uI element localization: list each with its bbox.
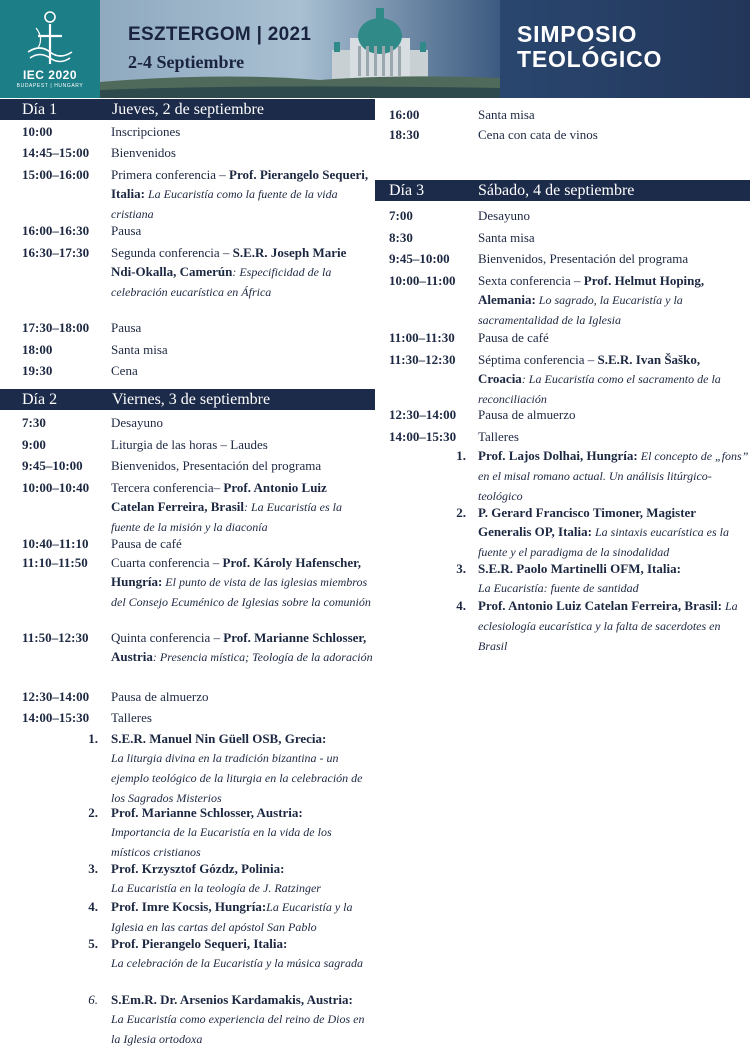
activity: Pausa de café <box>478 330 549 345</box>
speaker: Prof. Marianne Schlosser, Austria: <box>111 805 303 820</box>
time: 15:00–16:00 <box>22 167 90 182</box>
activity: Inscripciones <box>111 124 181 139</box>
activity-prefix: Quinta conferencia – <box>111 630 224 645</box>
activity-prefix: Cuarta conferencia – <box>111 555 223 570</box>
iec-logo <box>0 0 100 98</box>
workshop-content <box>111 897 373 937</box>
workshop-content <box>478 596 750 656</box>
activity: Bienvenidos, Presentación del programa <box>111 458 322 473</box>
workshop-topic: La eclesiología eucarística y la falta de sacerdotes en Brasil <box>478 599 738 653</box>
workshop-content <box>111 729 373 808</box>
activity: Santa misa <box>478 230 535 245</box>
lecture-topic: : La Eucaristía como el sacramento de la reconciliación <box>478 372 721 406</box>
day-header-3 <box>375 180 750 201</box>
time: 12:30–14:00 <box>389 407 457 422</box>
workshop-number: 6. <box>88 992 98 1007</box>
time: 10:00–11:00 <box>389 273 456 288</box>
workshop-topic: La Eucaristía en la teología de J. Ratzinger <box>111 881 321 895</box>
activity: Santa misa <box>111 342 168 357</box>
activity: Pausa <box>111 223 142 238</box>
header-banner <box>0 0 750 98</box>
speaker: Prof. Antonio Luiz Catelan Ferreira, Brasil <box>111 480 327 514</box>
activity-prefix: Segunda conferencia – <box>111 245 233 260</box>
workshop-content <box>111 934 373 973</box>
time: 10:40–11:10 <box>22 536 89 551</box>
speaker: S.E.R. Ivan Šaško, Croacia <box>478 352 701 386</box>
workshop-number: 4. <box>88 899 98 914</box>
workshop-topic: La sintaxis eucarística es la fuente y el paradigma de la sinodalidad <box>478 525 729 559</box>
workshop-content <box>478 559 750 598</box>
activity <box>111 478 373 537</box>
workshop-number: 4. <box>456 598 466 613</box>
activity-prefix: Tercera conferencia– <box>111 480 224 495</box>
activity <box>111 628 373 667</box>
speaker: Prof. Károly Hafenscher, Hungría: <box>111 555 361 589</box>
lecture-topic: : La Eucaristía es la fuente de la misión y la diaconía <box>111 500 342 534</box>
workshop-content <box>111 803 373 862</box>
workshop-topic: La celebración de la Eucaristía y la música sagrada <box>111 956 363 970</box>
activity: Desayuno <box>478 208 530 223</box>
time: 18:00 <box>22 342 53 357</box>
activity: Pausa de almuerzo <box>111 689 209 704</box>
speaker: Prof. Imre Kocsis, Hungría: <box>111 899 267 914</box>
workshop-number: 1. <box>88 731 98 746</box>
event-dates: 2-4 Septiembre <box>128 52 245 72</box>
day-header-2 <box>0 389 375 410</box>
logo-subtitle: BUDAPEST | HUNGARY <box>16 83 84 89</box>
speaker: S.E.R. Joseph Marie Ndi-Okalla, Camerún <box>111 245 347 279</box>
speaker: S.Em.R. Dr. Arsenios Kardamakis, Austria: <box>111 992 353 1007</box>
speaker: S.E.R. Manuel Nin Güell OSB, Grecia: <box>111 731 327 746</box>
activity: Pausa <box>111 320 142 335</box>
speaker: S.E.R. Paolo Martinelli OFM, Italia: <box>478 561 681 576</box>
activity: Talleres <box>478 429 519 444</box>
workshop-content <box>111 990 373 1049</box>
lecture-topic: Lo sagrado, la Eucaristía y la sacramentalidad de la Iglesia <box>478 293 683 327</box>
time: 8:30 <box>389 230 413 245</box>
speaker: Prof. Marianne Schlosser, Austria <box>111 630 367 664</box>
speaker: Prof. Krzysztof Gózdz, Polinia: <box>111 861 285 876</box>
workshop-number: 3. <box>88 861 98 876</box>
time: 16:30–17:30 <box>22 245 90 260</box>
workshop-number: 3. <box>456 561 466 576</box>
activity: Bienvenidos <box>111 145 176 160</box>
day-label: Día 1 <box>22 101 58 118</box>
workshop-topic: La Eucaristía: fuente de santidad <box>478 581 639 595</box>
activity: Cena <box>111 363 138 378</box>
time: 14:00–15:30 <box>22 710 90 725</box>
time: 14:45–15:00 <box>22 145 90 160</box>
workshop-content <box>478 446 750 506</box>
activity: Liturgia de las horas – Laudes <box>111 437 268 452</box>
day-date: Jueves, 2 de septiembre <box>112 101 264 118</box>
day-date: Sábado, 4 de septiembre <box>478 182 635 199</box>
time: 9:45–10:00 <box>389 251 450 266</box>
day-label: Día 3 <box>389 182 425 199</box>
activity-prefix: Sexta conferencia – <box>478 273 584 288</box>
cross-logo-icon <box>0 8 100 66</box>
activity: Bienvenidos, Presentación del programa <box>478 251 689 266</box>
basilica-illustration <box>100 0 500 98</box>
day-label: Día 2 <box>22 391 58 408</box>
time: 11:00–11:30 <box>389 330 455 345</box>
activity: Cena con cata de vinos <box>478 127 598 142</box>
workshop-content <box>111 859 373 898</box>
symposium-title <box>517 22 662 72</box>
activity-prefix: Primera conferencia – <box>111 167 230 182</box>
activity: Santa misa <box>478 107 535 122</box>
speaker: Prof. Antonio Luiz Catelan Ferreira, Brasil: <box>478 598 722 613</box>
speaker: Prof. Pierangelo Sequeri, Italia: <box>111 936 288 951</box>
lecture-topic: El punto de vista de las iglesias miembros del Consejo Ecuménico de Iglesias sobre la comunión <box>111 575 371 609</box>
activity <box>111 553 373 612</box>
time: 17:30–18:00 <box>22 320 90 335</box>
activity: Pausa de almuerzo <box>478 407 576 422</box>
lecture-topic: : Especificidad de la celebración eucarística en África <box>111 265 332 299</box>
lecture-topic: : Presencia mística; Teología de la adoración <box>152 650 373 664</box>
workshop-topic: La Eucaristía y la Iglesia en las cartas del apóstol San Pablo <box>111 900 353 934</box>
time: 10:00–10:40 <box>22 480 90 495</box>
time: 12:30–14:00 <box>22 689 90 704</box>
speaker: Prof. Pierangelo Sequeri, Italia: <box>111 167 369 201</box>
workshop-topic: Importancia de la Eucaristía en la vida de los místicos cristianos <box>111 825 332 859</box>
event-location: ESZTERGOM | 2021 <box>128 24 312 45</box>
workshop-number: 2. <box>88 805 98 820</box>
symposium-title-line1: SIMPOSIO <box>517 21 638 47</box>
activity <box>111 243 373 302</box>
activity: Pausa de café <box>111 536 182 551</box>
workshop-topic: La Eucaristía como experiencia del reino de Dios en la Iglesia ortodoxa <box>111 1012 365 1046</box>
workshop-number: 2. <box>456 505 466 520</box>
lecture-topic: La Eucaristía como la fuente de la vida cristiana <box>111 187 338 221</box>
activity <box>478 350 750 409</box>
workshop-number: 1. <box>456 448 466 463</box>
day-date: Viernes, 3 de septiembre <box>112 391 271 408</box>
time: 11:30–12:30 <box>389 352 456 367</box>
activity <box>478 271 750 330</box>
speaker: P. Gerard Francisco Timoner, Magister Generalis OP, Italia: <box>478 505 696 539</box>
time: 7:30 <box>22 415 46 430</box>
time: 9:00 <box>22 437 46 452</box>
speaker: Prof. Lajos Dolhai, Hungría: <box>478 448 638 463</box>
activity: Desayuno <box>111 415 163 430</box>
time: 14:00–15:30 <box>389 429 457 444</box>
activity: Talleres <box>111 710 152 725</box>
time: 11:50–12:30 <box>22 630 89 645</box>
workshop-topic: El concepto de „fons” en el misal romano actual. Un análisis litúrgico-teológico <box>478 449 749 503</box>
time: 7:00 <box>389 208 413 223</box>
day-header-1 <box>0 99 375 120</box>
time: 9:45–10:00 <box>22 458 83 473</box>
workshop-number: 5. <box>88 936 98 951</box>
activity-prefix: Séptima conferencia – <box>478 352 598 367</box>
time: 18:30 <box>389 127 420 142</box>
speaker: Prof. Helmut Hoping, Alemania: <box>478 273 705 307</box>
time: 11:10–11:50 <box>22 555 88 570</box>
workshop-content <box>478 503 750 562</box>
time: 19:30 <box>22 363 53 378</box>
time: 16:00–16:30 <box>22 223 90 238</box>
time: 10:00 <box>22 124 53 139</box>
time: 16:00 <box>389 107 420 122</box>
workshop-topic: La liturgia divina en la tradición bizantina - un ejemplo teológico de la liturgia en la celebración de los Sagrados Misterios <box>111 751 363 805</box>
symposium-title-line2: TEOLÓGICO <box>517 46 663 72</box>
activity <box>111 165 373 224</box>
logo-title: IEC 2020 <box>22 68 78 82</box>
